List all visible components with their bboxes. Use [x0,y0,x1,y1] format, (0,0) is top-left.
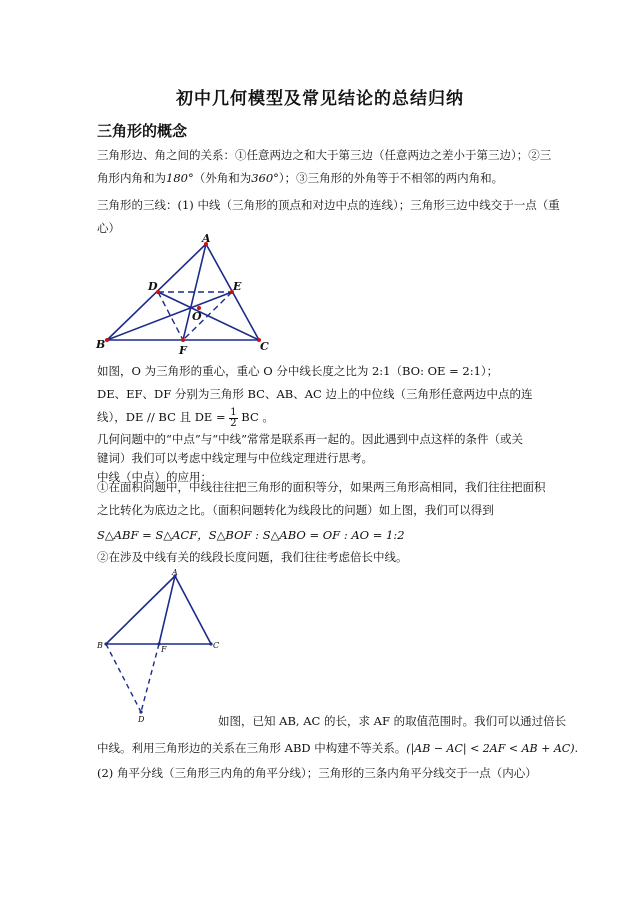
paragraph-inequality: 中线。利用三角形边的关系在三角形 ABD 中构建不等关系。(|AB − AC| < 2AF < AB + AC). [97,741,579,755]
paragraph-angle-bisector: (2) 角平分线（三角形三内角的角平分线）；三角形的三条内角平分线交于一点（内心） [97,766,537,780]
label-d: D [148,280,158,293]
paragraph-side-angle-relations [97,144,552,190]
label-a: A [172,568,178,577]
label-a: A [202,232,211,245]
fraction-one-half: $\frac{1}{2}$ [230,406,237,429]
point-b [104,642,107,645]
math-360: 360° [251,171,279,185]
paragraph-area-problem [97,476,547,547]
label-d: D [138,715,145,724]
text-line: 三角形的三线：(1) 中线（三角形的顶点和对边中点的连线）；三角形三边中线交于一点（重 [97,198,560,212]
median-b-e [107,292,232,340]
figure-double-median [95,568,235,728]
text-line: 几何问题中的“中点”与“中线”常常是联系再一起的。因此遇到中点这样的条件（或关 [97,432,524,446]
text-line: 键词）我们可以考虑中线定理与中位线定理进行思考。 [97,451,373,465]
label-b: B [97,641,103,650]
paragraph-centroid [97,360,547,429]
median-af [159,576,175,644]
math-180: 180° [166,171,194,185]
inequality-formula: (|AB − AC| < 2AF < AB + AC) [406,742,575,755]
side-ab [106,576,175,644]
label-b: B [96,338,106,351]
label-o: O [192,310,202,323]
text-line: 角形内角和为180°（外角和为360°）；③三角形的外角等于不相邻的两内角和。 [97,171,504,185]
label-e: E [233,280,242,293]
text-line: 三角形边、角之间的关系：①任意两边之和大于第三边（任意两边之差小于第三边）；②三 [97,148,552,162]
extension-fd [141,644,159,712]
midline-ef [183,292,232,340]
text-line: 之比转化为底边之比。（面积问题转化为线段比的问题）如上图，我们可以得到 [97,503,494,517]
text-line: DE、EF、DF 分别为三角形 BC、AB、AC 边上的中位线（三角形任意两边中点的连 [97,387,533,401]
paragraph-double-median: ②在涉及中线有关的线段长度问题，我们往往考虑倍长中线。 [97,550,408,564]
text-line: ①在面积问题中，中线往往把三角形的面积等分，如果两三角形高相同，我们往往把面积 [97,480,546,494]
figure-centroid-triangle [90,232,280,356]
section-title: 三角形的概念 [97,122,188,140]
point-d [139,710,142,713]
text-line: 心） [97,221,120,235]
area-formula: S△ABF = S△ACF，S△BOF : S△ABO = OF : AO = 1:2 [97,528,405,542]
label-f: F [179,344,187,356]
subheading-median-application: 中线（中点）的应用： [97,470,212,484]
segment-bd [106,644,141,712]
label-c: C [213,641,220,650]
label-c: C [260,340,269,353]
text-line: 线），DE // BC 且 DE = $\frac{1}{2}$ BC 。 [97,406,274,429]
text-line: 如图，已知 AB, AC 的长，求 AF 的取值范围时。我们可以通过倍长 [218,714,567,728]
point-b [105,338,109,342]
point-f [181,338,185,342]
label-f: F [161,645,167,654]
text-line: 如图，O 为三角形的重心，重心 O 分中线长度之比为 2:1（BO: OE = 2:1）； [97,364,499,378]
side-ca [175,576,211,644]
page-title: 初中几何模型及常见结论的总结归纳 [176,89,464,109]
